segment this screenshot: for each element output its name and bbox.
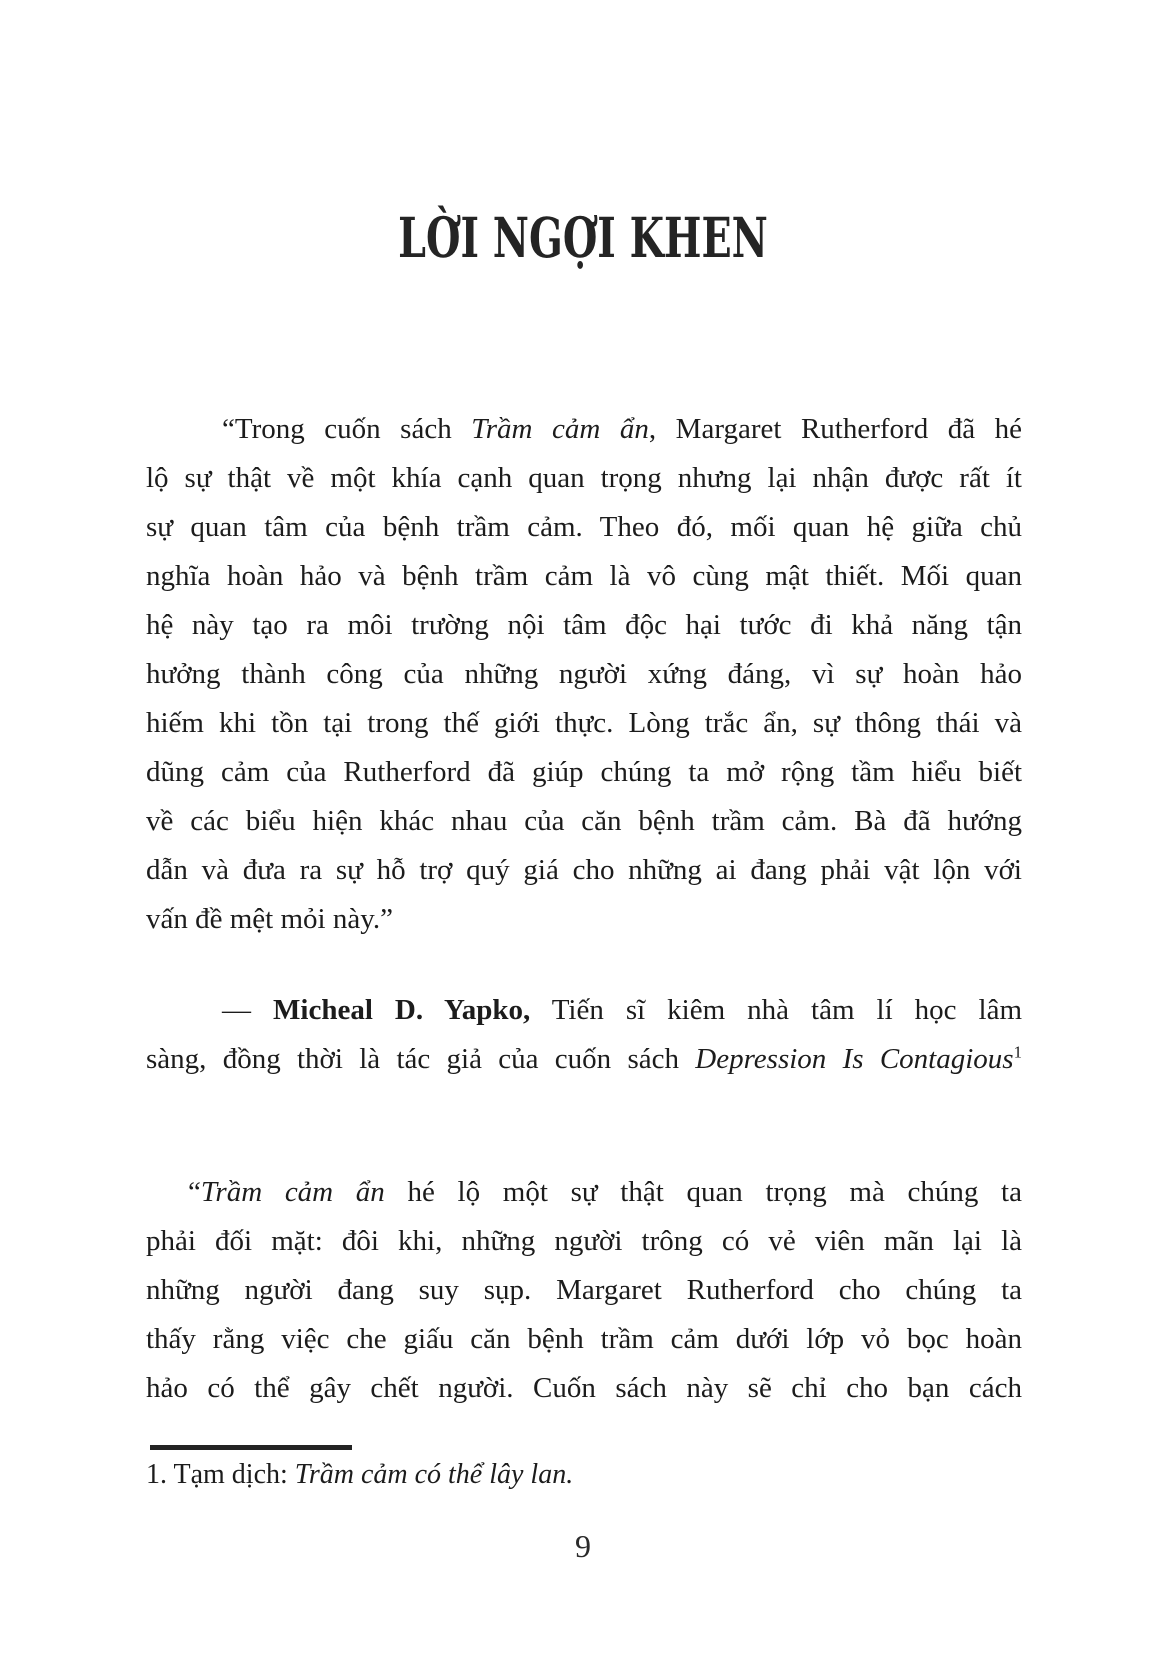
quote-text: , Margaret Rutherford đã hé — [648, 413, 1023, 445]
text-line: nghĩa hoàn hảo và bệnh trầm cảm là vô cùng mật thiết. Mối quan — [146, 560, 1022, 592]
text-line: những người đang suy sụp. Margaret Rutherford cho chúng ta — [146, 1274, 1022, 1306]
text-line: phải đối mặt: đôi khi, những người trông có vẻ viên mãn lại là — [146, 1225, 1022, 1257]
text-line — [146, 405, 1022, 454]
attribution — [146, 986, 1022, 1084]
praise-section — [146, 405, 1022, 1413]
text-line: hệ này tạo ra môi trường nội tâm độc hại tước đi khả năng tận — [146, 609, 1022, 641]
page-title: LỜI NGỢI KHEN — [398, 205, 768, 270]
footnote-label: 1. Tạm dịch: — [146, 1459, 295, 1490]
author-description: Tiến sĩ kiêm nhà tâm lí học lâm — [530, 994, 1023, 1026]
book-title-italic: Trầm cảm ẩn — [200, 1176, 385, 1208]
page-number: 9 — [575, 1528, 591, 1564]
book-title-italic: Trầm cảm ẩn — [471, 413, 649, 445]
em-dash: — — [222, 994, 274, 1026]
text-line: hảo có thể gây chết người. Cuốn sách này sẽ chỉ cho bạn cách — [146, 1372, 1022, 1404]
text-line: dẫn và đưa ra sự hỗ trợ quý giá cho những ai đang phải vật lộn với — [146, 854, 1022, 886]
praise-quote-1 — [146, 405, 1022, 944]
author-name: Micheal D. Yapko, — [273, 994, 531, 1026]
text-line: dũng cảm của Rutherford đã giúp chúng ta mở rộng tầm hiểu biết — [146, 756, 1022, 788]
book-title-italic: Depression Is Contagious — [695, 1043, 1014, 1075]
quote-text: “Trong cuốn sách — [222, 413, 472, 445]
footnote-divider — [150, 1445, 352, 1450]
text-line: hưởng thành công của những người xứng đáng, vì sự hoàn hảo — [146, 658, 1022, 690]
text-line: về các biểu hiện khác nhau của căn bệnh trầm cảm. Bà đã hướng — [146, 805, 1022, 837]
text-line — [146, 986, 1022, 1035]
text-line: hiếm khi tồn tại trong thế giới thực. Lòng trắc ẩn, sự thông thái và — [146, 707, 1022, 739]
text-line: sự quan tâm của bệnh trầm cảm. Theo đó, mối quan hệ giữa chủ — [146, 511, 1022, 543]
text-line: lộ sự thật về một khía cạnh quan trọng nhưng lại nhận được rất ít — [146, 462, 1022, 494]
author-description: sàng, đồng thời là tác giả của cuốn sách — [146, 1043, 696, 1075]
text-line — [146, 1035, 1022, 1084]
footnote-reference: 1 — [1013, 1042, 1022, 1062]
footnote — [146, 1456, 1022, 1494]
text-line: vấn đề mệt mỏi này.” — [146, 903, 393, 935]
text-line: thấy rằng việc che giấu căn bệnh trầm cảm dưới lớp vỏ bọc hoàn — [146, 1323, 1022, 1355]
praise-quote-2 — [146, 1168, 1022, 1413]
quote-mark: “ — [188, 1176, 201, 1208]
text-line — [146, 1168, 1022, 1217]
footnote-translation-italic: Trầm cảm có thể lây lan. — [294, 1459, 574, 1490]
quote-text: hé lộ một sự thật quan trọng mà chúng ta — [384, 1176, 1022, 1208]
